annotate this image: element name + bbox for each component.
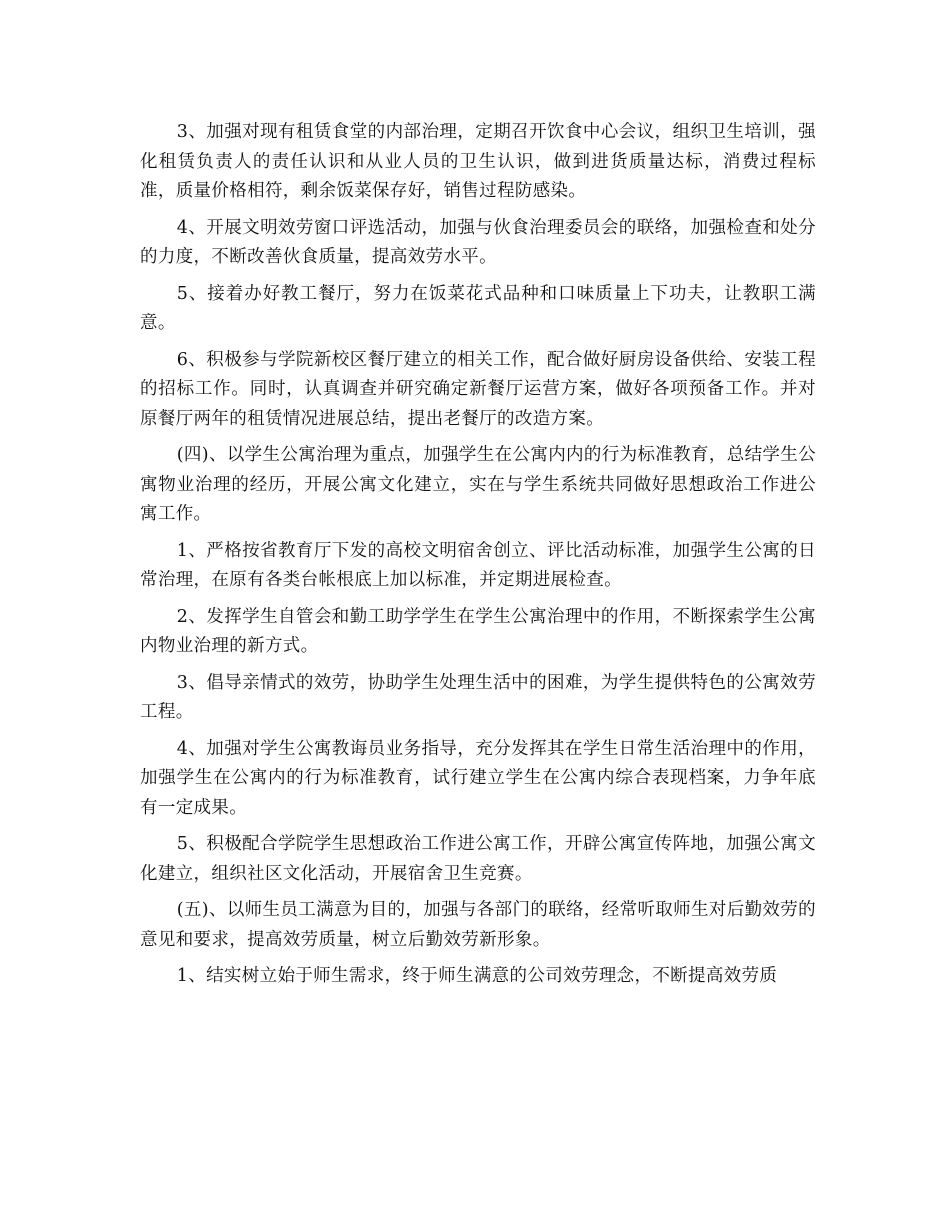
paragraph-3: 5、接着办好教工餐厅，努力在饭菜花式品种和口味质量上下功夫，让教职工满意。 [140,283,816,333]
paragraph-6: 1、严格按省教育厅下发的高校文明宿舍创立、评比活动标准，加强学生公寓的日常治理，在原有各类台帐根底上加以标准，并定期进展检查。 [140,540,816,590]
document-body [140,118,816,999]
paragraph-12: 1、结实树立始于师生需求，终于师生满意的公司效劳理念，不断提高效劳质 [176,966,778,986]
paragraph-5: (四)、以学生公寓治理为重点，加强学生在公寓内内的行为标准教育，总结学生公寓物业治理的经历，开展公寓文化建立，实在与学生系统共同做好思想政治工作进公寓工作。 [140,445,816,524]
paragraph-2: 4、开展文明效劳窗口评选活动，加强与伙食治理委员会的联络，加强检查和处分的力度，不断改善伙食质量，提高效劳水平。 [140,217,816,267]
paragraph-7: 2、发挥学生自管会和勤工助学学生在学生公寓治理中的作用，不断探索学生公寓内物业治理的新方式。 [140,606,816,656]
paragraph-8: 3、倡导亲情式的效劳，协助学生处理生活中的困难，为学生提供特色的公寓效劳工程。 [140,672,816,722]
paragraph-11: (五)、以师生员工满意为目的，加强与各部门的联络，经常听取师生对后勤效劳的意见和要求，提高效劳质量，树立后勤效劳新形象。 [140,900,816,950]
paragraph-4: 6、积极参与学院新校区餐厅建立的相关工作，配合做好厨房设备供给、安装工程的招标工作。同时，认真调查并研究确定新餐厅运营方案，做好各项预备工作。并对原餐厅两年的租赁情况进展总结，提出老餐厅的改造方案。 [140,349,816,429]
paragraph-10: 5、积极配合学院学生思想政治工作进公寓工作，开辟公寓宣传阵地，加强公寓文化建立，组织社区文化活动，开展宿舍卫生竞赛。 [140,834,816,884]
paragraph-9: 4、加强对学生公寓教诲员业务指导，充分发挥其在学生日常生活治理中的作用，加强学生在公寓内的行为标准教育，试行建立学生在公寓内综合表现档案，力争年底有一定成果。 [140,738,816,818]
paragraph-1: 3、加强对现有租赁食堂的内部治理，定期召开饮食中心会议，组织卫生培训，强化租赁负责人的责任认识和从业人员的卫生认识，做到进货质量达标，消费过程标准，质量价格相符，剩余饭菜保存好，销售过程防感染。 [140,122,816,201]
